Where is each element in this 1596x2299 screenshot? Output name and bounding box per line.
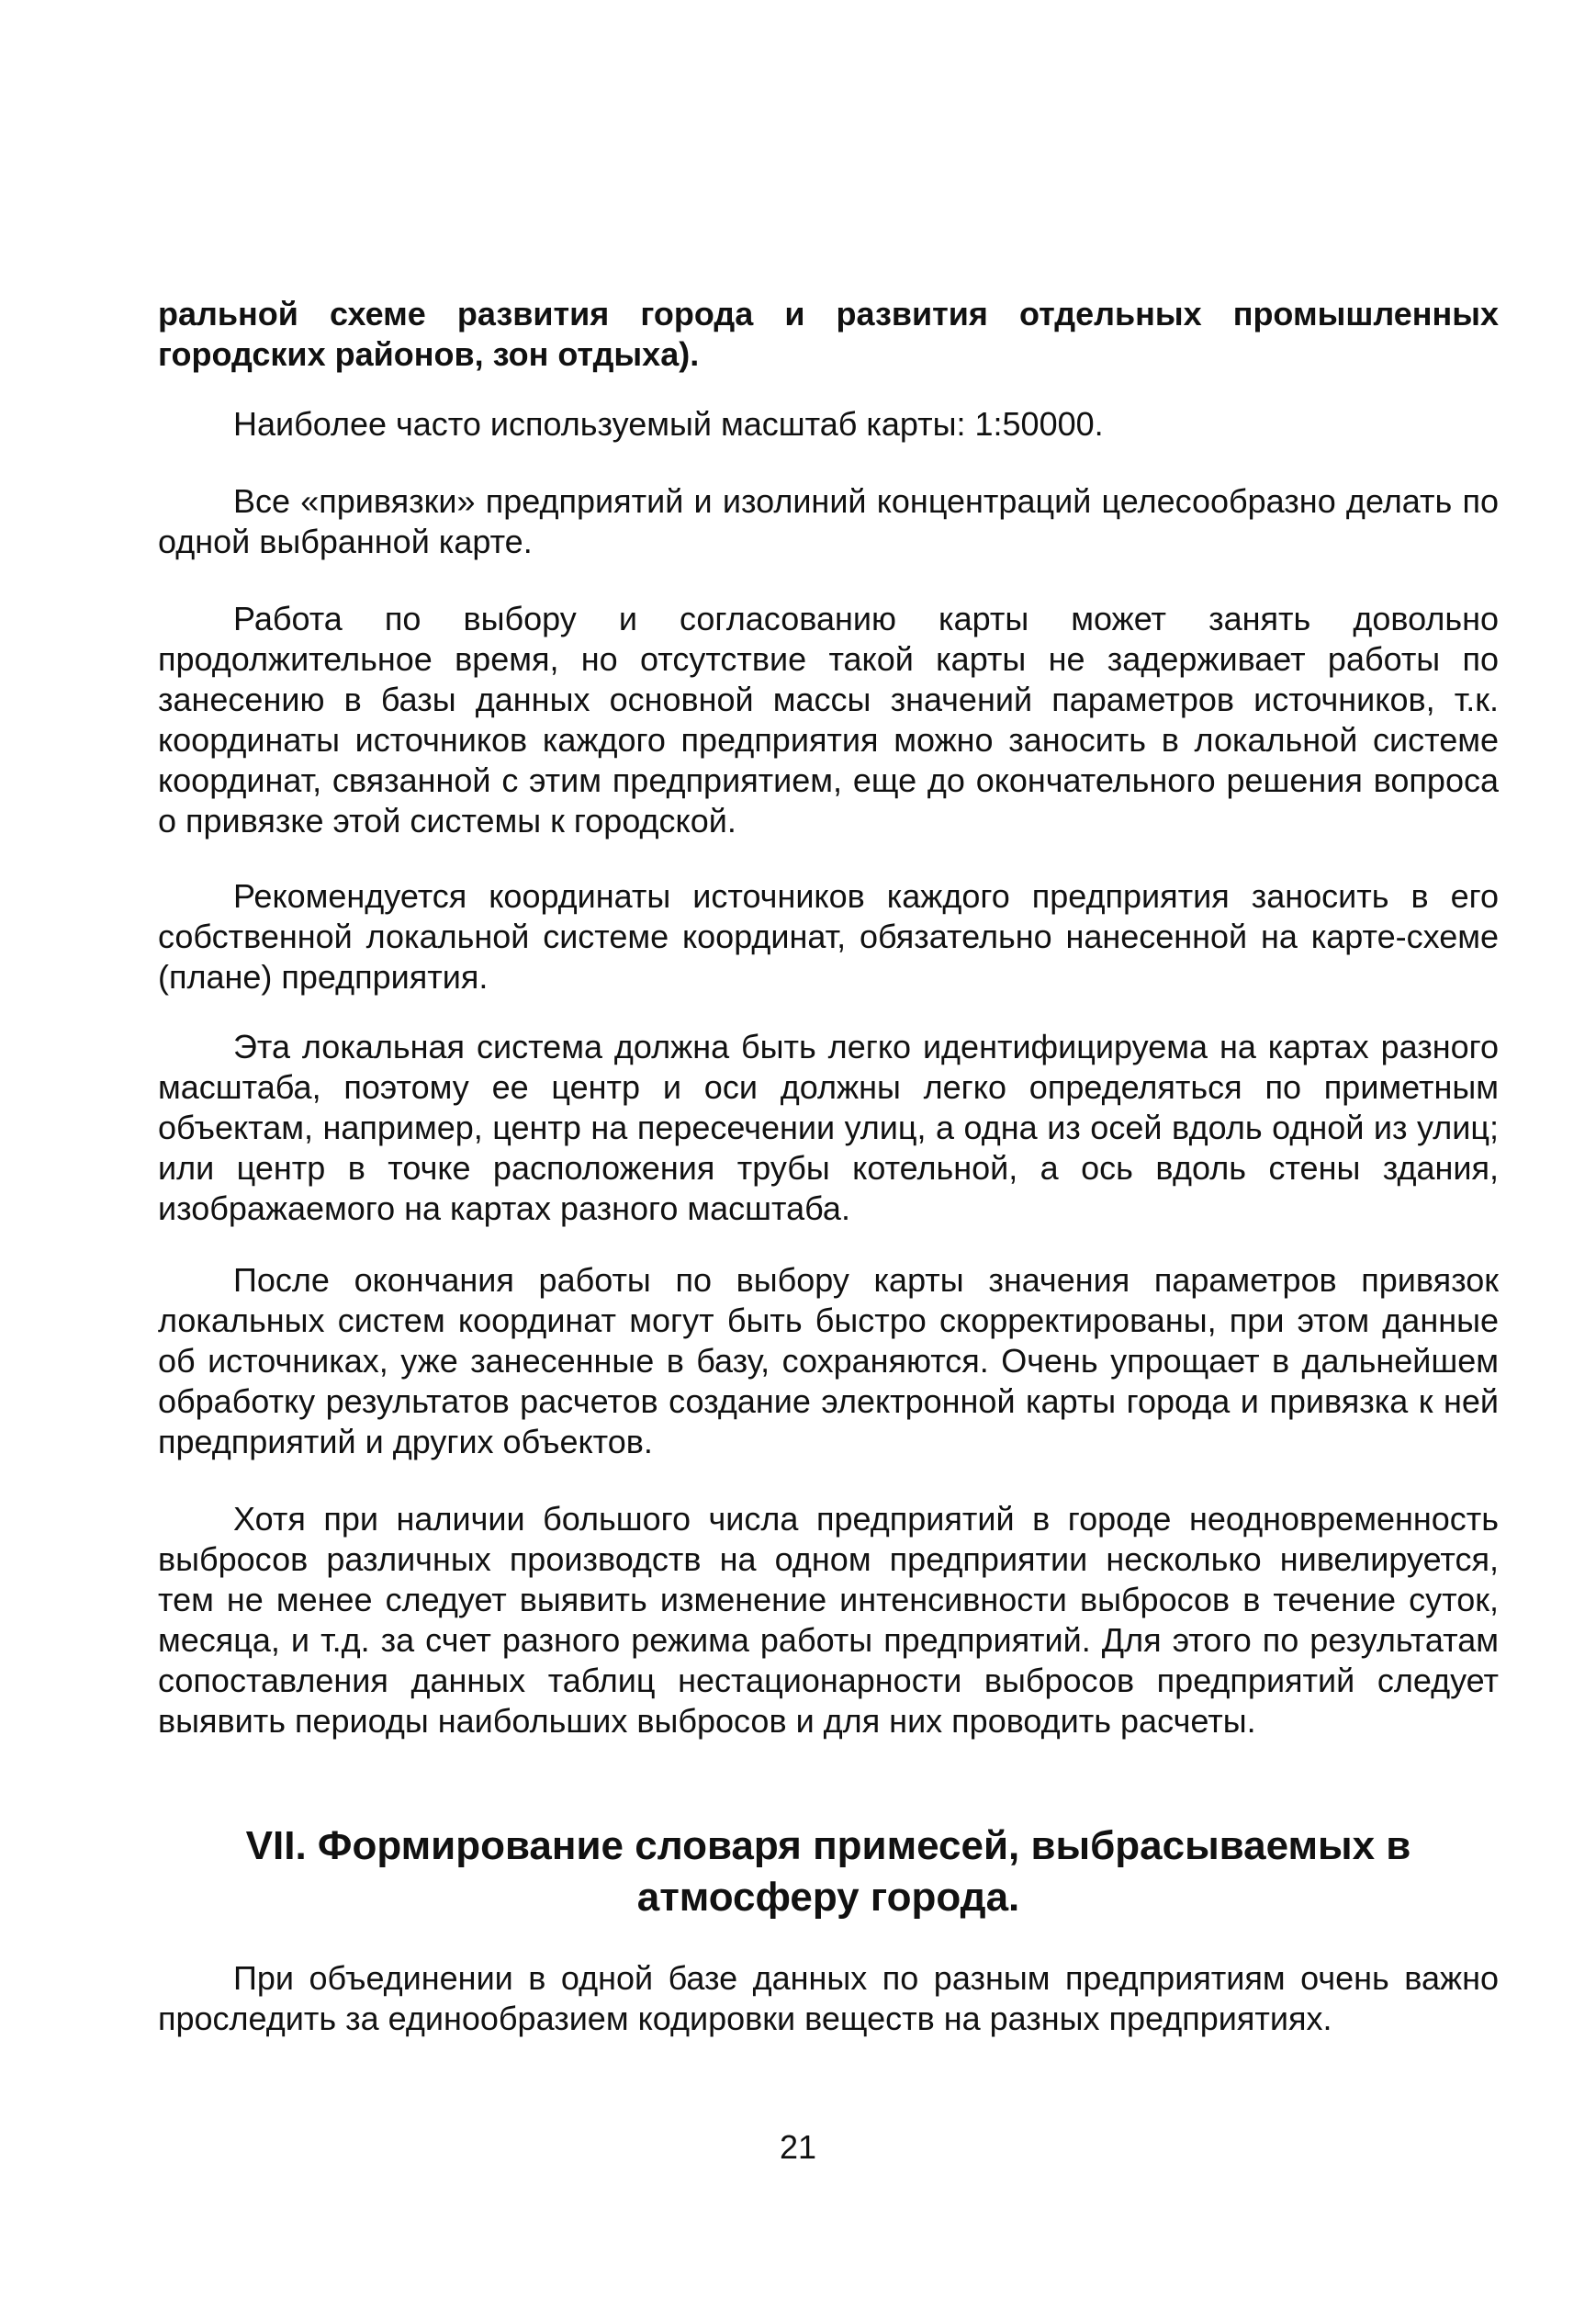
- paragraph-continuation: ральной схеме развития города и развития отдельных промышленных городских районов, зон отдыха).: [158, 295, 1499, 373]
- paragraph-local-system: Эта локальная система должна быть легко идентифицируема на картах разного масштаба, поэтому ее центр и оси должны легко определяться по приметным объектам, например, центр на пересечении улиц, а одна из осей вдоль одной из улиц; или центр в точке расположения трубы котельной, а ось вдоль стены здания, изображаемого на картах разного масштаба.: [158, 1028, 1499, 1227]
- paragraph-emission-periods: Хотя при наличии большого числа предприятий в городе неодновременность выбросов различных производств на одном предприятии несколько нивелируется, тем не менее следует выявить изменение интенсивности выбросов в течение суток, месяца, и т.д. за счет разного режима работы предприятий. Для этого по результатам сопоставления данных таблиц нестационарности выбросов предприятий следует выявить периоды наибольших выбросов и для них проводить расчеты.: [158, 1500, 1499, 1740]
- paragraph-map-selection: Работа по выбору и согласованию карты может занять довольно продолжительное время, но отсутствие такой карты не задерживает работы по занесению в базы данных основной массы значений параметров источников, т.к. координаты источников каждого предприятия можно заносить в локальной системе координат, связанной с этим предприятием, еще до окончательного решения вопроса о привязке этой системы к городской.: [158, 600, 1499, 840]
- paragraph-local-coordinates: Рекомендуется координаты источников каждого предприятия заносить в его собственной локальной системе координат, обязательно нанесенной на карте-схеме (плане) предприятия.: [158, 877, 1499, 996]
- section-heading: VII. Формирование словаря примесей, выбрасываемых в атмосферу города.: [245, 1823, 1411, 1920]
- paragraph-after-map-selection: После окончания работы по выбору карты значения параметров привязок локальных систем координат могут быть быстро скорректированы, при этом данные об источниках, уже занесенные в базу, сохраняются. Очень упрощает в дальнейшем обработку результатов расчетов создание электронной карты города и привязка к ней предприятий и других объектов.: [158, 1261, 1499, 1460]
- paragraph-bindings: Все «привязки» предприятий и изолиний концентраций целесообразно делать по одной выбранной карте.: [158, 482, 1499, 560]
- page-number: 21: [779, 2128, 817, 2166]
- paragraph-substance-coding: При объединении в одной базе данных по разным предприятиям очень важно проследить за единообразием кодировки веществ на разных предприятиях.: [158, 1959, 1499, 2037]
- paragraph-map-scale: Наиболее часто используемый масштаб карты: 1:50000.: [233, 405, 1104, 443]
